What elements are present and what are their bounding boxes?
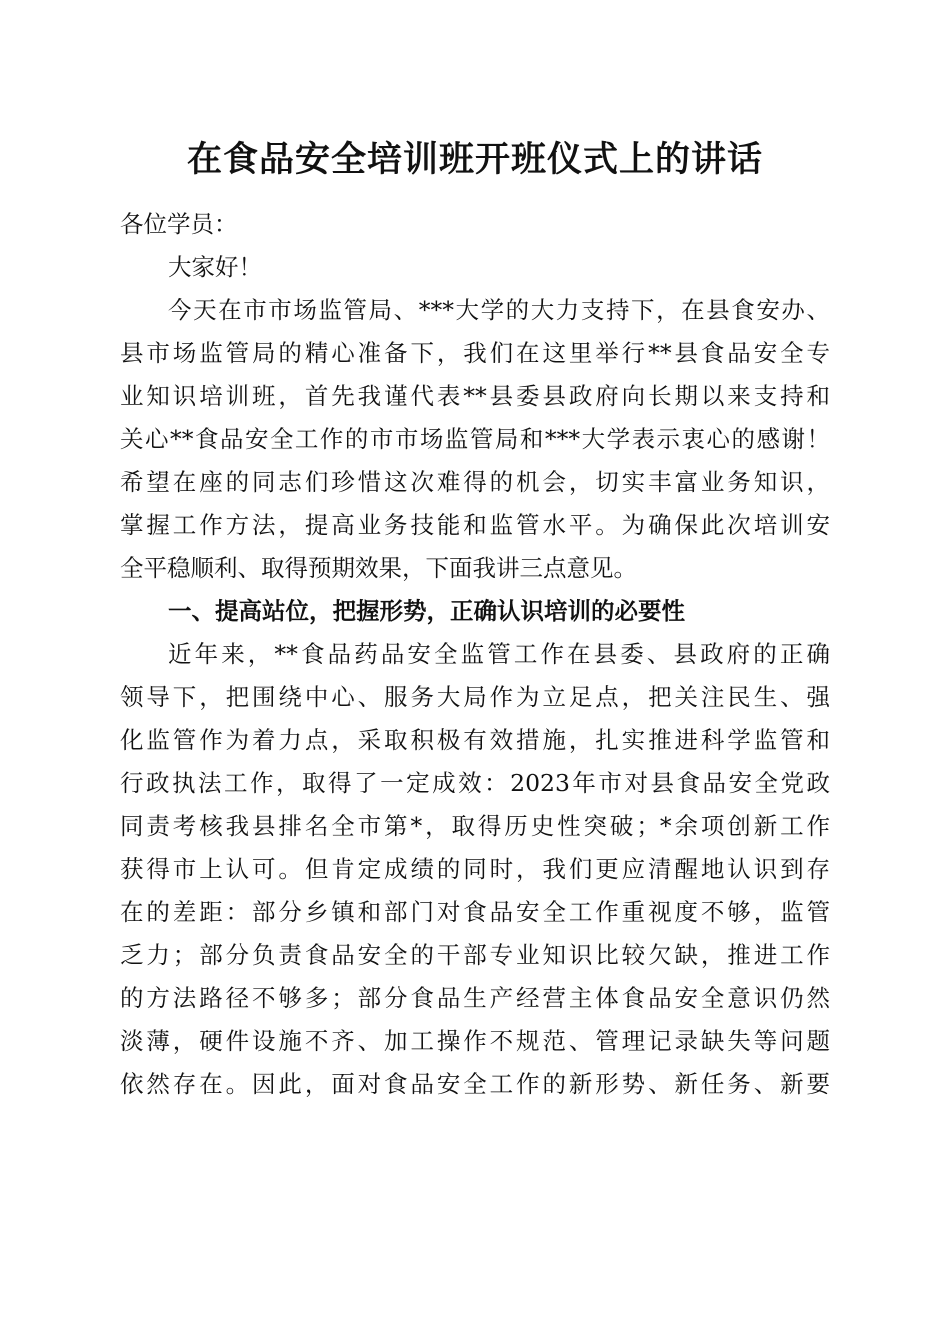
paragraph-line: 依然存在。因此，面对食品安全工作的新形势、新任务、新要 [120, 1070, 830, 1098]
salutation: 各位学员： [120, 210, 238, 238]
paragraph-line: 县市场监管局的精心准备下，我们在这里举行**县食品安全专 [120, 339, 830, 367]
paragraph-line: 全平稳顺利、取得预期效果，下面我讲三点意见。 [120, 554, 637, 582]
paragraph-line: 淡薄，硬件设施不齐、加工操作不规范、管理记录缺失等问题 [120, 1027, 830, 1055]
paragraph-line: 掌握工作方法，提高业务技能和监管水平。为确保此次培训安 [120, 511, 830, 539]
paragraph-line: 希望在座的同志们珍惜这次难得的机会，切实丰富业务知识， [120, 468, 830, 496]
paragraph-line: 行政执法工作，取得了一定成效：2023年市对县食品安全党政 [120, 769, 830, 797]
paragraph-line: 化监管作为着力点，采取积极有效措施，扎实推进科学监管和 [120, 726, 830, 754]
paragraph-line: 业知识培训班，首先我谨代表**县委县政府向长期以来支持和 [120, 382, 830, 410]
paragraph-line: 今天在市市场监管局、***大学的大力支持下，在县食安办、 [168, 296, 830, 324]
paragraph-line: 关心**食品安全工作的市市场监管局和***大学表示衷心的感谢！ [120, 425, 830, 453]
paragraph-line: 的方法路径不够多；部分食品生产经营主体食品安全意识仍然 [120, 984, 830, 1012]
document-body [120, 203, 830, 1106]
paragraph-line: 同责考核我县排名全市第*，取得历史性突破；*余项创新工作 [120, 812, 830, 840]
paragraph-line: 在的差距：部分乡镇和部门对食品安全工作重视度不够，监管 [120, 898, 830, 926]
paragraph-line: 近年来，**食品药品安全监管工作在县委、县政府的正确 [168, 640, 830, 668]
paragraph-line: 领导下，把围绕中心、服务大局作为立足点，把关注民生、强 [120, 683, 830, 711]
document-title: 在食品安全培训班开班仪式上的讲话 [186, 139, 763, 180]
paragraph-line: 乏力；部分负责食品安全的干部专业知识比较欠缺，推进工作 [120, 941, 830, 969]
greeting: 大家好！ [168, 253, 262, 281]
section-heading: 一、提高站位，把握形势，正确认识培训的必要性 [168, 597, 685, 625]
paragraph-line: 获得市上认可。但肯定成绩的同时，我们更应清醒地认识到存 [120, 855, 830, 883]
